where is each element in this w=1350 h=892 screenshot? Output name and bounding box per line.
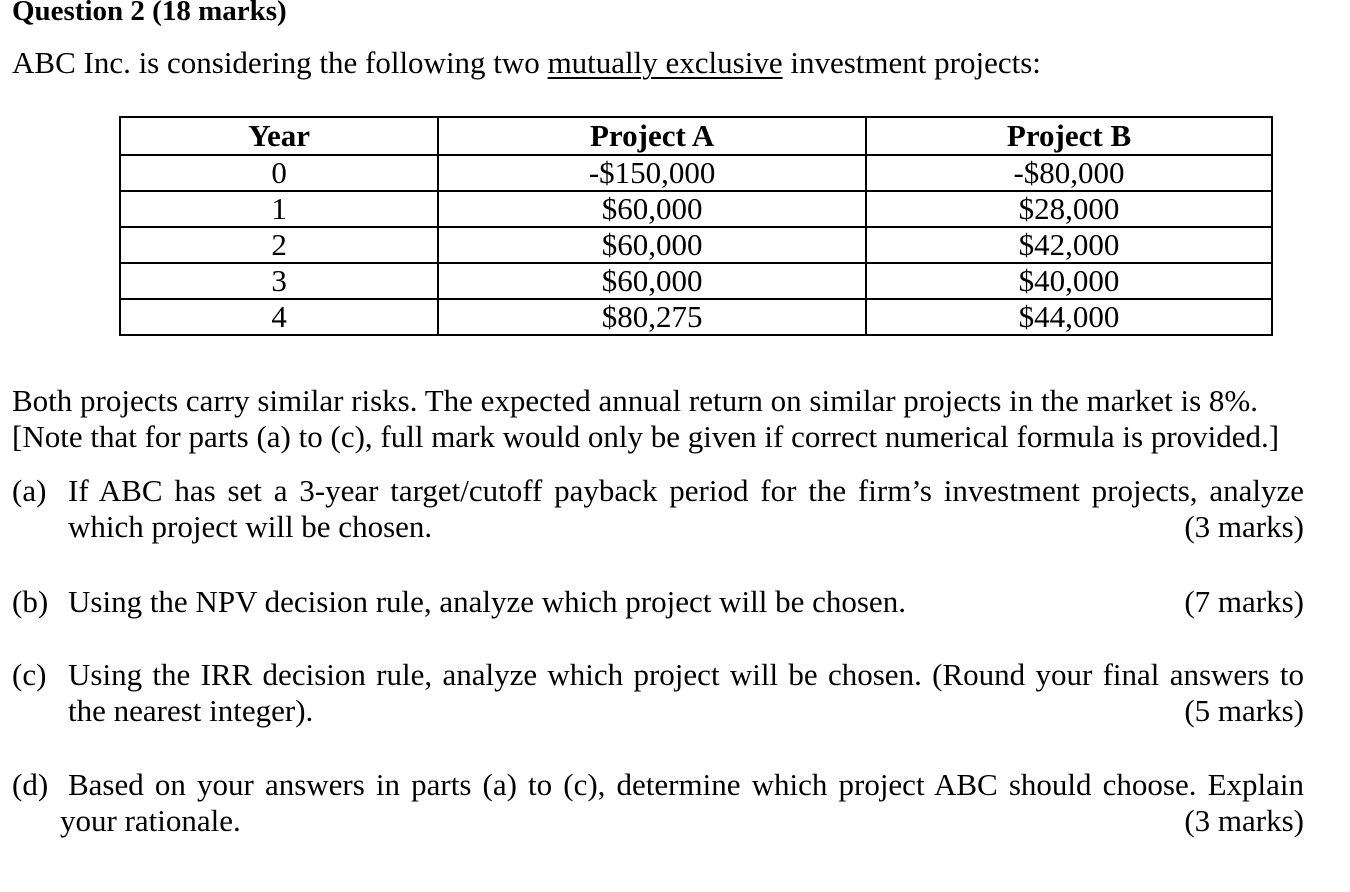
header-project-a: Project A [438, 117, 866, 155]
question-d-line-1: Based on your answers in parts (a) to (c), determine which project ABC should choose. Explain [68, 767, 1304, 802]
cell-year: 3 [120, 263, 438, 299]
cell-year: 2 [120, 227, 438, 263]
question-a [12, 473, 1304, 545]
question-b-marks: (7 marks) [1184, 584, 1304, 619]
cell-year: 1 [120, 191, 438, 227]
context-line-1: Both projects carry similar risks. The expected annual return on similar projects in the market is 8%. [12, 383, 1258, 418]
cell-project-b: $28,000 [866, 191, 1272, 227]
table-row [120, 299, 1272, 335]
cell-year: 4 [120, 299, 438, 335]
intro-sentence [12, 45, 1041, 81]
cell-project-b: $42,000 [866, 227, 1272, 263]
question-d [12, 767, 1304, 839]
question-a-label: (a) [12, 473, 47, 508]
intro-after: investment projects: [782, 45, 1041, 80]
question-c [12, 657, 1304, 729]
context-line-2: [Note that for parts (a) to (c), full mark would only be given if correct numerical formula is provided.] [12, 419, 1280, 454]
cash-flow-table [119, 116, 1273, 336]
table-row [120, 263, 1272, 299]
context-paragraph [12, 383, 1279, 455]
cell-project-b: -$80,000 [866, 155, 1272, 191]
cell-project-a: $60,000 [438, 227, 866, 263]
cell-project-a: -$150,000 [438, 155, 866, 191]
question-b-label: (b) [12, 584, 49, 619]
question-c-line-1: Using the IRR decision rule, analyze which project will be chosen. (Round your final answers to [68, 657, 1304, 692]
table-row [120, 227, 1272, 263]
cell-project-b: $44,000 [866, 299, 1272, 335]
cell-project-a: $80,275 [438, 299, 866, 335]
question-heading: Question 2 (18 marks) [12, 0, 287, 27]
header-year: Year [120, 117, 438, 155]
cell-project-b: $40,000 [866, 263, 1272, 299]
question-a-line-1: If ABC has set a 3-year target/cutoff payback period for the firm’s investment projects, analyze [68, 473, 1304, 508]
intro-underlined: mutually exclusive [547, 45, 783, 80]
question-d-label: (d) [12, 767, 49, 802]
cell-year: 0 [120, 155, 438, 191]
table-row [120, 191, 1272, 227]
intro-before: ABC Inc. is considering the following two [12, 45, 548, 80]
question-c-marks: (5 marks) [1184, 693, 1304, 728]
cell-project-a: $60,000 [438, 263, 866, 299]
question-c-label: (c) [12, 657, 47, 692]
header-project-b: Project B [866, 117, 1272, 155]
question-d-marks: (3 marks) [1184, 803, 1304, 838]
question-c-line-2: the nearest integer). [68, 693, 314, 728]
table-row [120, 155, 1272, 191]
cell-project-a: $60,000 [438, 191, 866, 227]
question-d-line-2: your rationale. [60, 803, 241, 838]
question-b [12, 584, 1304, 620]
table-header-row [120, 117, 1272, 155]
question-b-text: Using the NPV decision rule, analyze which project will be chosen. [68, 584, 906, 619]
question-a-line-2: which project will be chosen. [68, 509, 433, 544]
question-a-marks: (3 marks) [1184, 509, 1304, 544]
